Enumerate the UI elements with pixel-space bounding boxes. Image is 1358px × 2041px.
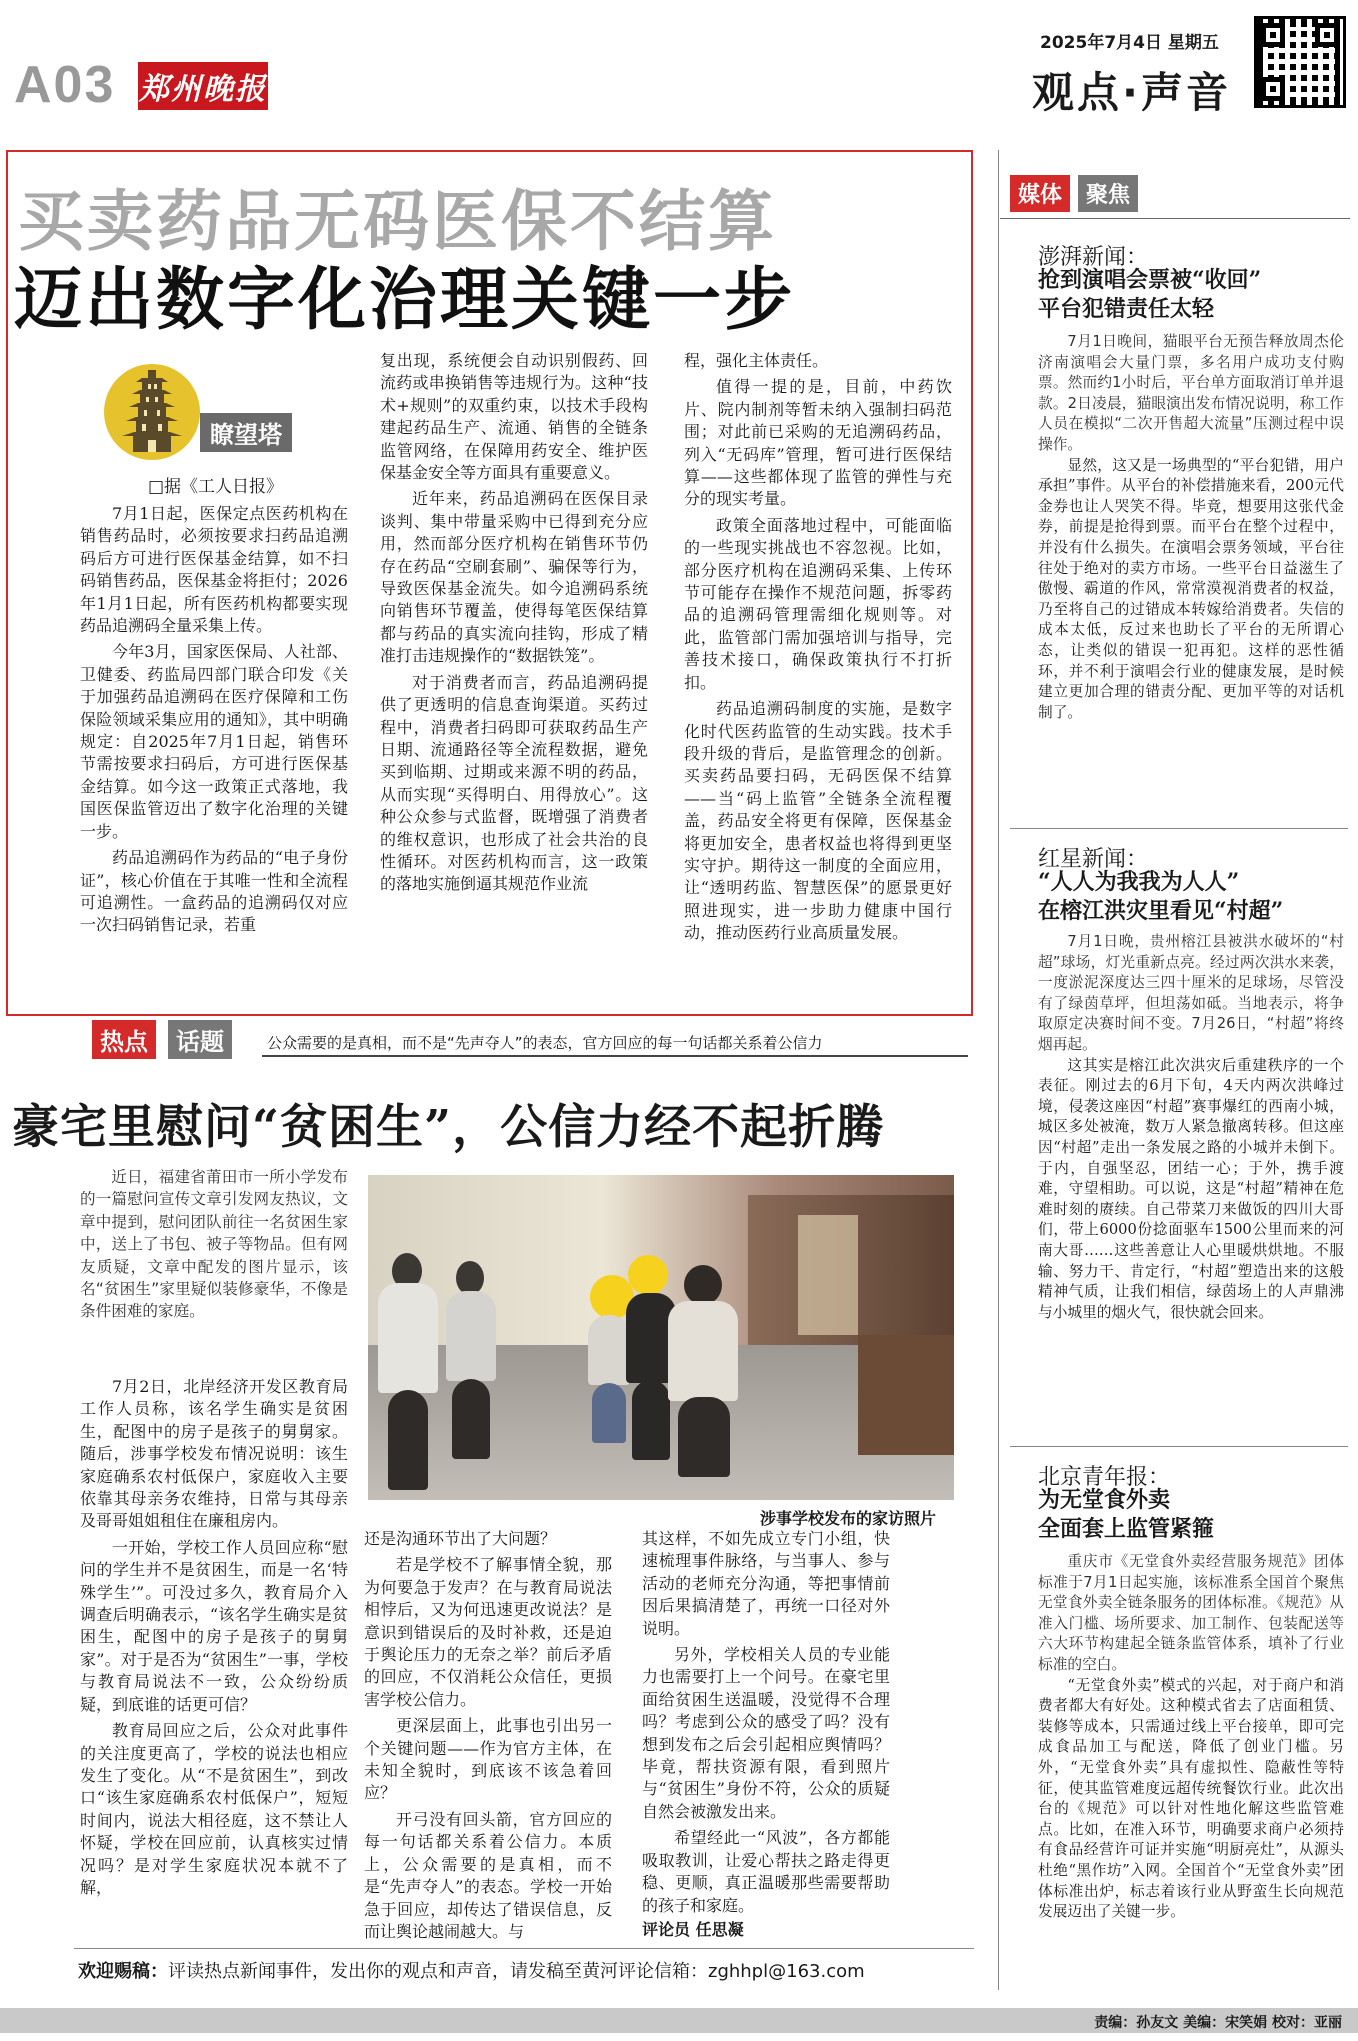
title-line: 抢到演唱会票被“收回” xyxy=(1038,267,1262,293)
paragraph: 值得一提的是，目前，中药饮片、院内制剂等暂未纳入强制扫码范围；对此前已采购的无追溯码药品，列入“无码库”管理，暂可进行医保结算——这些都体现了监管的弹性与充分的现实考量。 xyxy=(684,377,952,509)
title-line: “人人为我我为人人” xyxy=(1038,869,1240,895)
hot-column-2 xyxy=(364,1528,612,1943)
sidebar-item-source: 北京青年报： xyxy=(1038,1465,1171,1490)
paragraph: 若是学校不了解事情全貌，那为何要急于发声？在与教育局说法相悖后，又为何迅速更改说法？是意识到错误后的及时补救，还是迫于舆论压力的无奈之举？前后矛盾的回应，不仅消耗公众信任，更损害学校公信力。 xyxy=(364,1555,612,1709)
paragraph: 更深层面上，此事也引出另一个关键问题——作为官方主体，在未知全貌时，到底该不该急着回应？ xyxy=(364,1716,612,1803)
lead-headline-main: 迈出数字化治理关键一步 xyxy=(14,260,796,340)
divider xyxy=(1010,1446,1348,1447)
paragraph: 近日，福建省莆田市一所小学发布的一篇慰问宣传文章引发网友热议，文章中提到，慰问团队前往一名贫困生家中，送上了书包、被子等物品。但有网友质疑，文章中配发的图片显示，该名“贫困生”家里疑似装修豪华，不像是条件困难的家庭。 xyxy=(80,1168,348,1321)
sidebar-item-title xyxy=(1038,868,1283,926)
hot-column-1 xyxy=(80,1376,348,1899)
sidebar-item-source: 澎湃新闻： xyxy=(1038,245,1149,270)
paragraph: 近年来，药品追溯码在医保目录谈判、集中带量采购中已得到充分应用，然而部分医疗机构在销售环节仍存在药品“空刷套刷”、骗保等行为，导致医保基金流失。如今追溯码系统向销售环节覆盖，使得每笔医保结算都与药品的真实流向挂钩，形成了精准打击违规操作的“数据铁笼”。 xyxy=(380,489,648,666)
title-line: 为无堂食外卖 xyxy=(1038,1487,1171,1513)
submission-notice xyxy=(78,1957,865,1983)
sidebar-item-title xyxy=(1038,266,1261,324)
divider xyxy=(1000,218,1350,219)
lead-headline-top: 买卖药品无码医保不结算 xyxy=(18,182,777,260)
pagoda-icon xyxy=(102,362,210,462)
paragraph: 药品追溯码制度的实施，是数字化时代医药监管的生动实践。技术手段升级的背后，是监管理念的创新。买卖药品要扫码，无码医保不结算——当“码上监管”全链条全流程覆盖，药品安全将更有保障，医保基金将更加安全，患者权益也将得到更坚实守护。期待这一制度的全面应用，让“透明药监、智慧医保”的愿景更好照进现实，进一步助力健康中国行动，推动医药行业高质量发展。 xyxy=(684,699,952,943)
paragraph: 复出现，系统便会自动识别假药、回流药或串换销售等违规行为。这种“技术+规则”的双重约束，以技术手段构建起药品生产、流通、销售的全链条监管网络，在保障用药安全、维护医保基金安全等方面具有重要意义。 xyxy=(380,351,648,483)
divider xyxy=(74,1948,974,1949)
focus-tag: 聚焦 xyxy=(1078,175,1138,212)
title-line: 平台犯错责任太轻 xyxy=(1038,296,1215,322)
submission-label: 欢迎赐稿： xyxy=(78,1961,168,1982)
lead-column-3 xyxy=(684,350,952,945)
news-photo xyxy=(368,1175,954,1500)
paragraph: 今年3月，国家医保局、人社部、卫健委、药监局四部门联合印发《关于加强药品追溯码在医疗保障和工伤保险领域采集应用的通知》，其中明确规定：自2025年7月1日起，销售环节需按要求扫码后，方可进行医保基金结算。如今这一政策正式落地，我国医保监管迈出了数字化治理的关键一步。 xyxy=(80,642,348,841)
paragraph: 程，强化主体责任。 xyxy=(684,351,829,370)
paragraph: 教育局回应之后，公众对此事件的关注度更高了，学校的说法也相应发生了变化。从“不是贫困生”，到改口“该生家庭确系农村低保户”，短短时间内，说法大相径庭，这不禁让人怀疑，学校在回应前，认真核实过情况吗？是对学生家庭状况本就不了解， xyxy=(80,1721,348,1897)
sidebar-item-source: 红星新闻： xyxy=(1038,847,1149,872)
author-signature: 评论员 任思凝 xyxy=(642,1920,744,1939)
paragraph: 7月1日晚，贵州榕江县被洪水破坏的“村超”球场，灯光重新点亮。经过两次洪水来袭，一度淤泥深度达三四十厘米的足球场，尽管没有了绿茵草坪，但坦荡如砥。当地表示，将争取原定决赛时间不变。7月26日，“村超”将终烟再起。 xyxy=(1038,933,1344,1053)
paragraph: 开弓没有回头箭，官方回应的每一句话都关系着公信力。本质上，公众需要的是真相，而不是“先声夺人”的表态。学校一开始急于回应，却传达了错误信息，反而让舆论越闹越大。与 xyxy=(364,1809,612,1941)
lead-column-1 xyxy=(80,503,348,937)
paragraph: 其这样，不如先成立专门小组，快速梳理事件脉络，与当事人、参与活动的老师充分沟通，等把事情前因后果搞清楚了，再统一口径对外说明。 xyxy=(642,1529,890,1638)
paragraph: 药品追溯码作为药品的“电子身份证”，核心价值在于其唯一性和全流程可追溯性。一盒药品的追溯码仅对应一次扫码销售记录，若重 xyxy=(80,848,348,935)
paragraph: 对于消费者而言，药品追溯码提供了更透明的信息查询渠道。买药过程中，消费者扫码即可获取药品生产日期、流通路径等全流程数据，避免买到临期、过期或来源不明的药品，从而实现“买得明白、用得放心”。这种公众参与式监督，既增强了消费者的维权意识，也形成了社会共治的良性循环。对医药机构而言，这一政策的落地实施倒逼其规范作业流 xyxy=(380,672,648,894)
paragraph: 一开始，学校工作人员回应称“慰问的学生并不是贫困生，而是一名‘特殊学生’”。可没过多久，教育局介入调查后明确表示，“该名学生确实是贫困生，配图中的房子是孩子的舅舅家”。对于是否为“贫困生”一事，学校与教育局说法不一致，公众纷纷质疑，到底谁的话更可信？ xyxy=(80,1537,348,1714)
paragraph: 7月1日起，医保定点医药机构在销售药品时，必须按要求扫药品追溯码后方可进行医保基金结算，如不扫码销售药品，医保基金将拒付；2026年1月1日起，所有医药机构都要实现药品追溯码全量采集上传。 xyxy=(80,504,348,636)
paragraph: “无堂食外卖”模式的兴起，对于商户和消费者都大有好处。这种模式省去了店面租赁、装修等成本，只需通过线上平台接单，即可完成食品加工与配送，降低了创业门槛。另外，“无堂食外卖”具有虚拟性、隐蔽性等特征，使其监管难度远超传统餐饮行业。此次出台的《规范》可以针对性地化解这些监管难点。比如，在准入环节，明确要求商户必须持有食品经营许可证并实施“明厨亮灶”，从源头杜绝“黑作坊”入网。全国首个“无堂食外卖”团体标准出炉，标志着该行业从野蛮生长向规范发展迈出了关键一步。 xyxy=(1038,1676,1344,1921)
topic-tag: 话题 xyxy=(168,1020,232,1059)
title-line: 在榕江洪灾里看见“村超” xyxy=(1038,898,1284,924)
newspaper-logo: 郑州晚报 xyxy=(138,62,268,110)
hot-topic-banner xyxy=(92,1020,968,1058)
sidebar-item-title xyxy=(1038,1486,1214,1544)
sidebar-item-body xyxy=(1038,1552,1344,1923)
sidebar-divider xyxy=(998,150,999,1990)
paragraph: 显然，这又是一场典型的“平台犯错，用户承担”事件。从平台的补偿措施来看，200元代金券也让人哭笑不得。毕竟，想要用这张代金券，前提是抢得到票。而平台在整个过程中，并没有什么损失。在演唱会票务领域，平台往往处于绝对的卖方市场。一些平台日益滋生了傲慢、霸道的作风，常常漠视消费者的权益，乃至将自己的过错成本转嫁给消费者。失信的成本太低，反过来也助长了平台的无所谓心态，让类似的错误一犯再犯。这样的恶性循环，并不利于演唱会行业的健康发展，是时候建立更加合理的错责分配、更加平等的对话机制了。 xyxy=(1038,456,1344,721)
paragraph: 希望经此一“风波”，各方都能吸取教训，让爱心帮扶之路走得更稳、更顺，真正温暖那些需要帮助的孩子和家庭。 xyxy=(642,1828,890,1915)
media-focus-banner xyxy=(1010,175,1180,213)
submission-text: 评读热点新闻事件，发出你的观点和声音，请发稿至黄河评论信箱：zghhpl@163.com xyxy=(168,1961,865,1982)
qr-code-icon xyxy=(1254,16,1346,108)
editor-credits: 责编：孙友文 美编：宋笑娟 校对：亚丽 xyxy=(1094,2015,1342,2031)
paragraph: 7月2日，北岸经济开发区教育局工作人员称，该名学生确实是贫困生，配图中的房子是孩子的舅舅家。随后，涉事学校发布情况说明：该生家庭确系农村低保户，家庭收入主要依靠其母亲务农维持，日常与其母亲及哥哥姐姐租住在廉租房内。 xyxy=(80,1377,348,1531)
paragraph: 政策全面落地过程中，可能面临的一些现实挑战也不容忽视。比如，部分医疗机构在追溯码采集、上传环节可能存在操作不规范问题，拆零药品的追溯码管理需细化规则等。对此，监管部门需加强培训与指导，完善技术接口，确保政策执行不打折扣。 xyxy=(684,515,952,692)
section-title: 观点·声音 xyxy=(1032,68,1231,117)
lead-column-2 xyxy=(380,350,648,896)
article-source: □据《工人日报》 xyxy=(148,477,284,497)
paragraph: 还是沟通环节出了大问题？ xyxy=(364,1529,557,1548)
hot-slogan: 公众需要的是真相，而不是“先声夺人”的表态，官方回应的每一句话都关系着公信力 xyxy=(267,1034,823,1052)
sidebar-item-body xyxy=(1038,932,1344,1323)
hot-headline: 豪宅里慰问“贫困生”，公信力经不起折腾 xyxy=(12,1100,885,1155)
paragraph: 7月1日晚间，猫眼平台无预告释放周杰伦济南演唱会大量门票，多名用户成功支付购票。然而约1小时后，平台单方面取消订单并退款。2日凌晨，猫眼演出发布情况说明，称工作人员在模拟“二次开售超大流量”压测过程中误操作。 xyxy=(1038,333,1344,453)
paragraph: 这其实是榕江此次洪灾后重建秩序的一个表征。刚过去的6月下旬，4天内两次洪峰过境，侵袭这座因“村超”赛事爆红的西南小城，城区多处被淹，数万人紧急撤离转移。但这座因“村超”走出一条发展之路的小城并未倒下。于内，自强坚忍，团结一心；于外，携手渡难，守望相助。可以说，这是“村超”精神在危难时刻的赓续。自己带菜刀来做饭的四川大哥们，带上6000份捻面驱车1500公里而来的河南大哥……这些善意让人心里暖烘烘地。不服输、努力干、肯定行，“村超”塑造出来的这般精神气质，让我们相信，绿茵场上的人声鼎沸与小城里的烟火气，很快就会回来。 xyxy=(1038,1056,1344,1321)
column-name: 瞭望塔 xyxy=(200,413,292,452)
hot-column-3 xyxy=(642,1528,890,1917)
divider xyxy=(1010,828,1348,829)
issue-date: 2025年7月4日 星期五 xyxy=(1040,33,1219,53)
title-line: 全面套上监管紧箍 xyxy=(1038,1516,1215,1542)
sidebar-item-body xyxy=(1038,332,1344,723)
media-tag: 媒体 xyxy=(1010,175,1070,212)
hot-lead-paragraph xyxy=(80,1166,348,1323)
photo-caption: 涉事学校发布的家访照片 xyxy=(760,1509,937,1528)
paragraph: 重庆市《无堂食外卖经营服务规范》团体标准于7月1日起实施，该标准系全国首个聚焦无堂食外卖全链条服务的团体标准。《规范》从准入门槛、场所要求、加工制作、包装配送等六大环节构建起全链条监管体系，填补了行业标准的空白。 xyxy=(1038,1553,1344,1673)
page-number: A03 xyxy=(14,56,116,114)
paragraph: 另外，学校相关人员的专业能力也需要打上一个问号。在豪宅里面给贫困生送温暖，没觉得不合理吗？考虑到公众的感受了吗？没有想到发布之后会引起相应舆情吗？毕竟，帮扶资源有限，看到照片与“贫困生”身份不符，公众的质疑自然会被激发出来。 xyxy=(642,1645,890,1821)
divider xyxy=(262,1055,968,1057)
hot-tag: 热点 xyxy=(92,1020,156,1059)
